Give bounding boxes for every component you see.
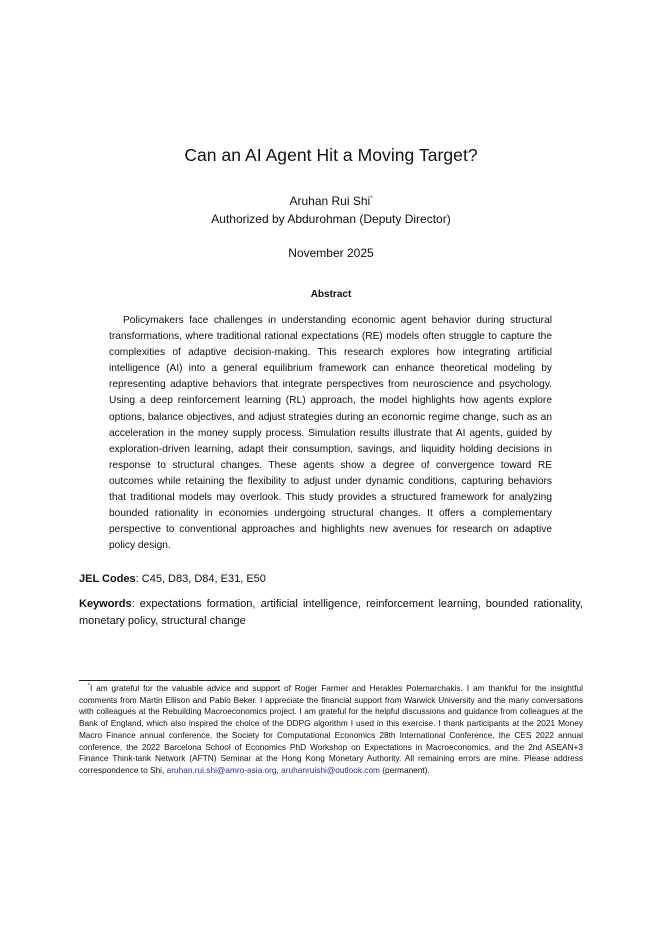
author-line [0,194,662,208]
email-link-outlook[interactable]: aruhanruishi@outlook.com [281,764,380,775]
paper-title: Can an AI Agent Hit a Moving Target? [184,145,478,165]
jel-codes [79,571,583,587]
abstract-text: Policymakers face challenges in understanding economic agent behavior during structural transformations, where traditional rational expectations (RE) models often struggle to capture the complexities of adaptive decision-making. This research explores how integrating artificial intelligence (AI) into a general equilibrium framework can enhance theoretical modeling by representing adaptive behaviors that integrate perspectives from neuroscience and psychology. Using a deep reinforcement learning (RL) approach, the model highlights how agents explore options, balance objectives, and adjust strategies during an economic regime change, such as an acceleration in the money supply process. Simulation results illustrate that AI agents, guided by exploration-driven learning, adapt their consumption, savings, and liquidity holding decisions in response to structural changes. These agents show a degree of convergence toward RE outcomes while retaining the flexibility to adjust under dynamic conditions, capturing behaviors that traditional models may overlook. This study provides a structured framework for analyzing bounded rationality in economies undergoing structural changes. It offers a complementary perspective to conventional approaches and highlights new avenues for research on adaptive policy design. [109,315,552,552]
paper-date: November 2025 [288,246,374,260]
footnote-mark: * [88,683,90,690]
authorized-by: Authorized by Abdurohman (Deputy Director) [211,212,451,226]
keywords-values: : expectations formation, artificial intelligence, reinforcement learning, bounded rationality, monetary policy, structural change [79,598,583,627]
keywords [79,596,583,630]
footnote-divider [79,680,280,681]
footnote-text: I am grateful for the valuable advice and support of Roger Farmer and Herakles Polemarchakis. I am thankful for the insightful comments from Martin Ellison and Pablo Beker. I appreciate the financial support from Warwick University and the many conversations with colleagues at the Rebuilding Macroeconomics project. I am grateful for the helpful discussions and guidance from colleagues at the Bank of England, which also inspired the choice of the DDPG algorithm I used in this exercise. I thank participants at the 2021 Money Macro Finance annual conference, the Society for Computational Economics 28th International Conference, the CES 2022 annual conference, the 2022 Barcelona School of Economics PhD Workshop on Expectations in Macroeconomics, and the 2nd ASEAN+3 Finance Think-tank Network (AFTN) Seminar at the Hong Kong Monetary Authority. All remaining errors are mine. Please address correspondence to Shi, [79,683,583,775]
footnote-separator: , [276,764,282,775]
footnote-suffix: (permanent). [379,764,430,775]
email-link-amro[interactable]: aruhan.rui.shi@amro-asia.org [166,764,277,775]
abstract-heading: Abstract [310,289,352,300]
author-name: Aruhan Rui Shi [289,194,371,208]
jel-values: : C45, D83, D84, E31, E50 [135,573,266,585]
footnote [79,683,583,777]
author-footnote-mark: * [370,196,373,202]
jel-label: JEL Codes [79,573,136,585]
keywords-label: Keywords [79,598,132,610]
